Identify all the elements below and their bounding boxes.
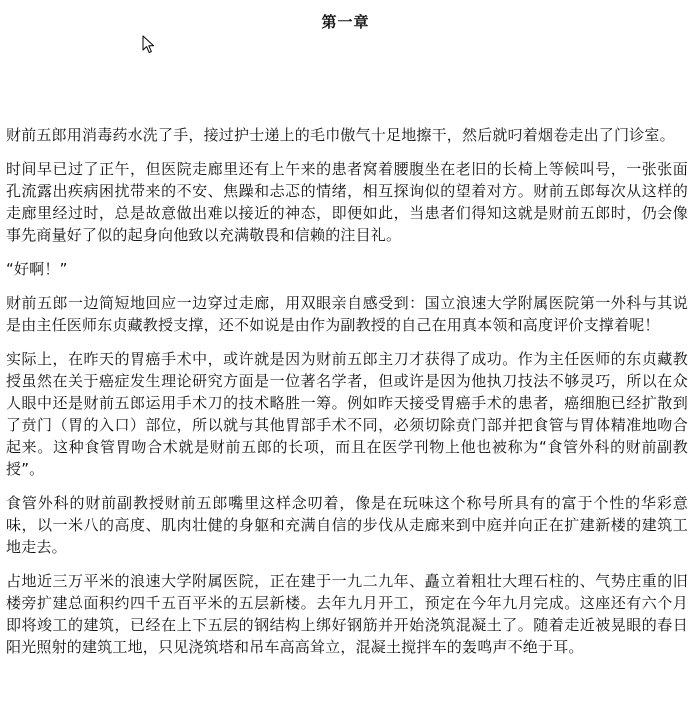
paragraph: 食管外科的财前副教授财前五郎嘴里这样念叨着，像是在玩味这个称号所具有的富于个性的华彩意味，以一米八的高度、肌肉壮健的身躯和充满自信的步伐从走廊来到中庭并向正在扩建新楼的建筑工地走去。 [6, 494, 688, 556]
mouse-cursor-icon [142, 35, 158, 55]
paragraph: 财前五郎用消毒药水洗了手，接过护士递上的毛巾傲气十足地擦干，然后就叼着烟卷走出了门诊室。 [6, 126, 675, 144]
paragraph: “好啊！” [6, 260, 68, 278]
paragraph: 时间早已过了正午，但医院走廊里还有上午来的患者窝着腰腹坐在老旧的长椅上等候叫号，一张张面孔流露出疾病困扰带来的不安、焦躁和忐忑的情绪，相互探询似的望着对方。财前五郎每次从这样的走廊里经过时，总是故意做出难以接近的神态，即便如此，当患者们得知这就是财前五郎时，仍会像事先商量好了似的起身向他致以充满敬畏和信赖的注目礼。 [6, 160, 688, 244]
document-body [6, 124, 688, 670]
paragraph: 占地近三万平米的浪速大学附属医院，正在建于一九二九年、矗立着粗壮大理石柱的、气势庄重的旧楼旁扩建总面积约四千五百平米的五层新楼。去年九月开工，预定在今年九月完成。这座还有六个月即将竣工的建筑，已经在上下五层的钢结构上绑好钢筋并开始浇筑混凝土了。随着走近被晃眼的春日阳光照射的建筑工地，只见浇筑塔和吊车高高耸立，混凝土搅拌车的轰鸣声不绝于耳。 [6, 572, 688, 656]
chapter-title: 第一章 [321, 13, 370, 31]
paragraph: 实际上，在昨天的胃癌手术中，或许就是因为财前五郎主刀才获得了成功。作为主任医师的东贞藏教授虽然在关于癌症发生理论研究方面是一位著名学者，但或许是因为他执刀技法不够灵巧，所以在众人眼中还是财前五郎运用手术刀的技术略胜一筹。例如昨天接受胃癌手术的患者，癌细胞已经扩散到了贲门（胃的入口）部位，所以就与其他胃部手术不同，必须切除贲门部并把食管与胃体精准地吻合起来。这种食管胃吻合术就是财前五郎的长项，而且在医学刊物上他也被称为“食管外科的财前副教授”。 [6, 350, 688, 478]
paragraph: 财前五郎一边简短地回应一边穿过走廊，用双眼亲自感受到：国立浪速大学附属医院第一外科与其说是由主任医师东贞藏教授支撑，还不如说是由作为副教授的自己在用真本领和高度评价支撑着呢！ [6, 294, 688, 334]
